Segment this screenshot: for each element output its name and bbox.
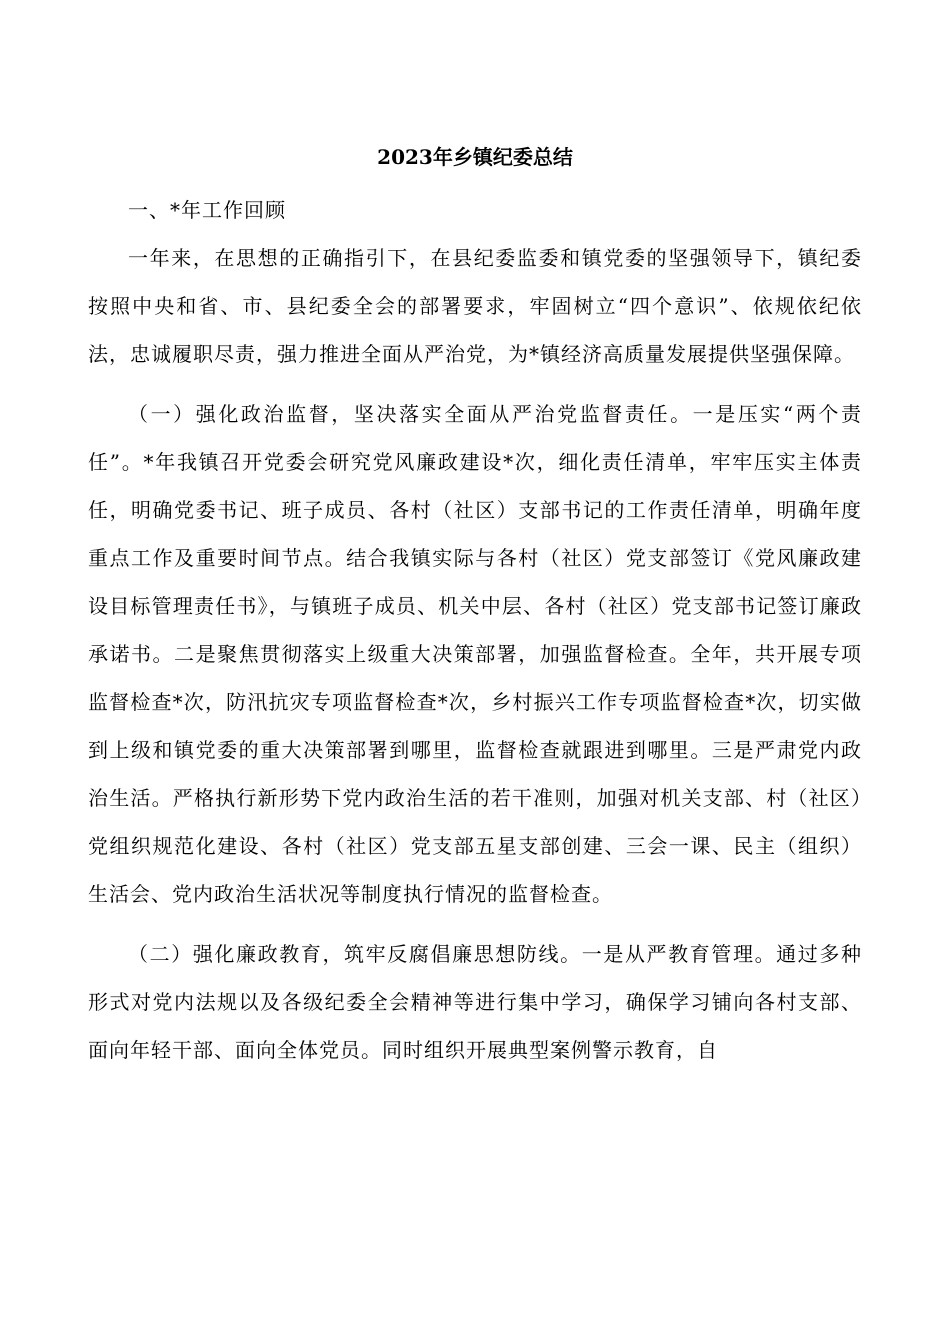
paragraph-intro: 一年来，在思想的正确指引下，在县纪委监委和镇党委的坚强领导下，镇纪委按照中央和省、市、县纪委全会的部署要求，牢固树立“四个意识”、依规依纪依法，忠诚履职尽责，强力推进全面从严治党，为*镇经济高质量发展提供坚强保障。 <box>88 246 862 366</box>
paragraph-integrity-education: （二）强化廉政教育，筑牢反腐倡廉思想防线。一是从严教育管理。通过多种形式对党内法规以及各级纪委全会精神等进行集中学习，确保学习铺向各村支部、面向年轻干部、面向全体党员。同时组织开展典型案例警示教育，自 <box>88 942 862 1062</box>
paragraph-political-supervision: （一）强化政治监督，坚决落实全面从严治党监督责任。一是压实“两个责任”。*年我镇召开党委会研究党风廉政建设*次，细化责任清单，牢牢压实主体责任，明确党委书记、班子成员、各村（社区）支部书记的工作责任清单，明确年度重点工作及重要时间节点。结合我镇实际与各村（社区）党支部签订《党风廉政建设目标管理责任书》，与镇班子成员、机关中层、各村（社区）党支部书记签订廉政承诺书。二是聚焦贯彻落实上级重大决策部署，加强监督检查。全年，共开展专项监督检查*次，防汛抗灾专项监督检查*次，乡村振兴工作专项监督检查*次，切实做到上级和镇党委的重大决策部署到哪里，监督检查就跟进到哪里。三是严肃党内政治生活。严格执行新形势下党内政治生活的若干准则，加强对机关支部、村（社区）党组织规范化建设、各村（社区）党支部五星支部创建、三会一课、民主（组织）生活会、党内政治生活状况等制度执行情况的监督检查。 <box>88 402 862 906</box>
document-title: 2023年乡镇纪委总结 <box>377 145 573 169</box>
section-heading: 一、*年工作回顾 <box>128 198 286 222</box>
